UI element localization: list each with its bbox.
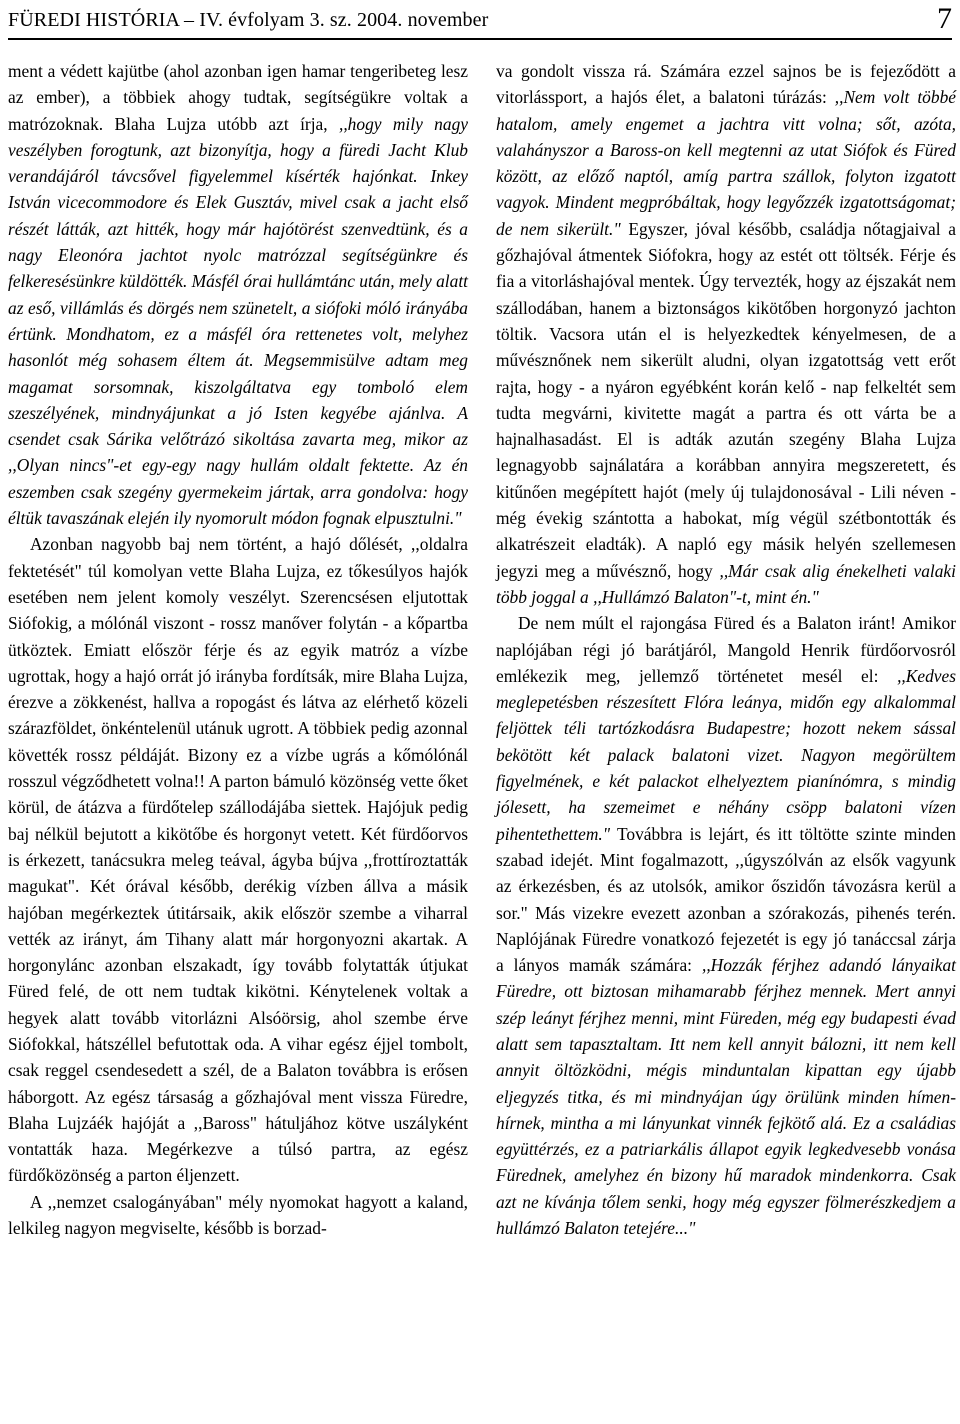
body-text: Továbbra is lejárt, és itt töltötte szinte minden szabad idejét. Mint fogalmazott, ,,úgyszólván az elsők vagyunk az érkezésben, és az utolsók, amikor őszidőn távozásra kerül a sor." Más vizekre evezett azonban a szórakozás, pihenés terén. Naplójának Füredre vonatkozó fejezetét is egy jó tanáccsal zárja a lányos mamák számára: (496, 823, 956, 976)
body-text: ment a védett kajütbe (ahol azonban igen hamar tengeribeteg lesz az ember), a többiek ahogy tudtak, segítségükre voltak a matrózoknak. Blaha Lujza utóbb azt írja, (8, 61, 468, 134)
body-text: va gondolt vissza rá. Számára ezzel sajnos be is fejeződött a vitorlássport, a hajós élet, a balatoni túrázás: (496, 61, 956, 108)
paragraph (496, 610, 956, 1241)
header-rule (8, 38, 952, 40)
right-column (496, 58, 956, 1241)
paragraph (8, 1189, 468, 1242)
quoted-text: ,,Már csak alig énekelheti valaki több joggal a ,,Hullámzó Balaton"-t, mint én." (496, 560, 956, 607)
body-text: Egyszer, jóval később, családja nőtagjaival a gőzhajóval átmentek Siófokra, hogy az estét ott töltsék. Férje és fia a vitorláshajóval mentek. Úgy tervezték, hogy az éjszakát nem szállodában, hanem a biztonságos kikötőben horgonyzó jachton töltik. Vacsora után el is helyezkedtek kényelmesen, de a művésznőnek nem sikerült aludni, olyan izgatottság vett erőt rajta, hogy - a nyáron egyébként korán kelő - nap felkeltét sem tudta megvárni, kivitette magát a partra és ott várta be a hajnalhasadást. El is adták azután szegény Blaha Lujza legnagyobb sajnálatára a korábban annyira megszeretett, és kitűnően megépített hajót (mely új tulajdonosával - Lili néven - még évekig szántotta a habokat, míg végül szétbontották és alkatrészeit eladták). A napló egy másik helyén szellemesen jegyzi meg a művésznő, hogy (496, 218, 956, 581)
body-text: De nem múlt el rajongása Füred és a Balaton iránt! Amikor naplójában régi jó barátjáról, Mangold Henrik fürdőorvosról emlékezik meg, jellemző történetet mesél el: (496, 613, 956, 686)
paragraph (496, 58, 956, 610)
running-title: FÜREDI HISTÓRIA – IV. évfolyam 3. sz. 2004. november (8, 9, 489, 31)
body-text: A ,,nemzet csalogányában" mély nyomokat hagyott a kaland, lelkileg nagyon megviselte, később is borzad- (8, 1191, 468, 1239)
quoted-text: ,,Kedves meglepetésben részesített Flóra leánya, midőn egy alkalommal feljöttek téli tartózkodásra Budapestre; hozott nekem sással bekötött két palack balatoni vizet. Nagyon megörültem figyelmének, e két palackot elhelyeztem pianínómra, s mindig jólesett, ha szemeimet e néhány csöpp balatoni vízen pihentethettem." (496, 665, 956, 844)
quoted-text: ,,hogy mily nagy veszélyben forogtunk, azt bizonyítja, hogy a füredi Jacht Klub verandájáról távcsővel figyelemmel kísérték hajónkat. Inkey István vicecommodore és Elek Gusztáv, mivel csak a jacht első részét látták, azt hitték, hogy már hajótörést szenvedtünk, és a nagy Eleonóra jachtot nyolc matrózzal segítségünkre és felkeresésünkre küldötték. Másfél órai hullámtánc után, mely alatt az eső, villámlás és dörgés nem szünetelt, a siófoki móló irányába értünk. Mondhatom, ez a másfél óra rettenetes volt, melyhez hasonlót még sohasem éltem át. Megsemmisülve adtam meg magamat sorsomnak, kiszolgáltatva egy tomboló elem szeszélyének, mindnyájunkat a jó Isten kegyébe ajánlva. A csendet csak Sárika velőtrázó sikoltása zavarta meg, mikor az ,,Olyan nincs"-et egy-egy nagy hullám oldalt fektette. Az én eszemben csak szegény gyermekeim jártak, arra gondolva: hogy éltük tavaszának elején ily nyomorult módon fognak elpusztulni." (8, 113, 468, 529)
paragraph (8, 531, 468, 1188)
body-text: Azonban nagyobb baj nem történt, a hajó dőlését, ,,oldalra fektetését" túl komolyan vette Blaha Lujza, ez tőkesúlyos hajók esetében nem jelent komoly veszélyt. Szerencsésen eljutottak Siófokig, a mólónál viszont - rossz manőver folytán - a kőpartba ütköztek. Emiatt először férje és az egyik matróz a vízbe ugrottak, hogy a hajó orrát jó irányba fordítsák, mire Blaha Lujza, érezve a zökkenést, hallva a ropogást és látva az elérhető közeli szárazföldet, önkéntelenül utánuk ugrott. A többiek pedig azonnal követték rossz példáját. Bizony ez a vízbe ugrás a kőmólónál rosszul végződhetett volna!! A parton bámuló közönség vette őket körül, de átázva a fürdőtelep szállodájába siettek. Hajójuk pedig baj nélkül bejutott a kikötőbe és horgonyt vetett. Két fürdőorvos is érkezett, tanácsukra meleg teával, ágyba bújva ,,frottíroztatták magukat". Két órával később, derékig vízben állva a másik hajóban megérkeztek útitársaik, akik először szembe a viharral vették az irányt, ám Tihany alatt már horgonyozni akartak. A horgonylánc azonban elszakadt, így tovább folytatták útjukat Füred felé, de ott nem tudtak kikötni. Kénytelenek voltak a hegyek alatt tovább vitorlázni Alsóörsig, ahol szembe érve Siófokkal, hátszéllel befutottak oda. A vihar egész éjjel tombolt, csak reggel csendesedett a szél, de a Balaton továbbra is erősen háborgott. Az egész társaság a gőzhajóval ment vissza Füredre, Blaha Lujzáék hajóját a ,,Baross" hátuljához kötve uszályként vontatták haza. Megérkezve a túlsó partra, az egész fürdőközönség a parton éljenzett. (8, 534, 468, 1186)
paragraph (8, 58, 468, 531)
page-header (8, 4, 952, 36)
quoted-text: ,,Nem volt többé hatalom, amely engemet a jachtra vitt volna; sőt, azóta, valahányszor a Baross-on kell megtenni az utat Siófok és Füred között, az előző naptól, amíg partra szállok, folyton izgatott vagyok. Mindent megpróbáltak, hogy legyőzzék izgatottságomat; de nem sikerült." (496, 87, 956, 239)
left-column (8, 58, 468, 1241)
page-number: 7 (937, 2, 952, 35)
quoted-text: ,,Hozzák férjhez adandó lányaikat Füredre, ott biztosan mihamarabb férjhez mennek. Mert annyi szép leányt férjhez menni, mint Füreden, még egy budapesti évad alatt sem tapasztaltam. Itt nem kell annyit bálozni, itt nem kell annyit öltözködni, mégis minduntalan kipattan egy újabb eljegyzés titka, és mi mindnyájan úgy örülünk minden hímen-hírnek, mintha a mi lányunkat vinnék fejkötő alá. Ez a családias együttérzés, ez a patriarkális állapot egyik legkedvesebb vonása Fürednek, amelyhez én bizony hű maradok mindenkorra. Csak azt ne kívánja tőlem senki, hogy még egyszer fölmerészkedjem a hullámzó Balaton tetejére..." (496, 955, 956, 1239)
